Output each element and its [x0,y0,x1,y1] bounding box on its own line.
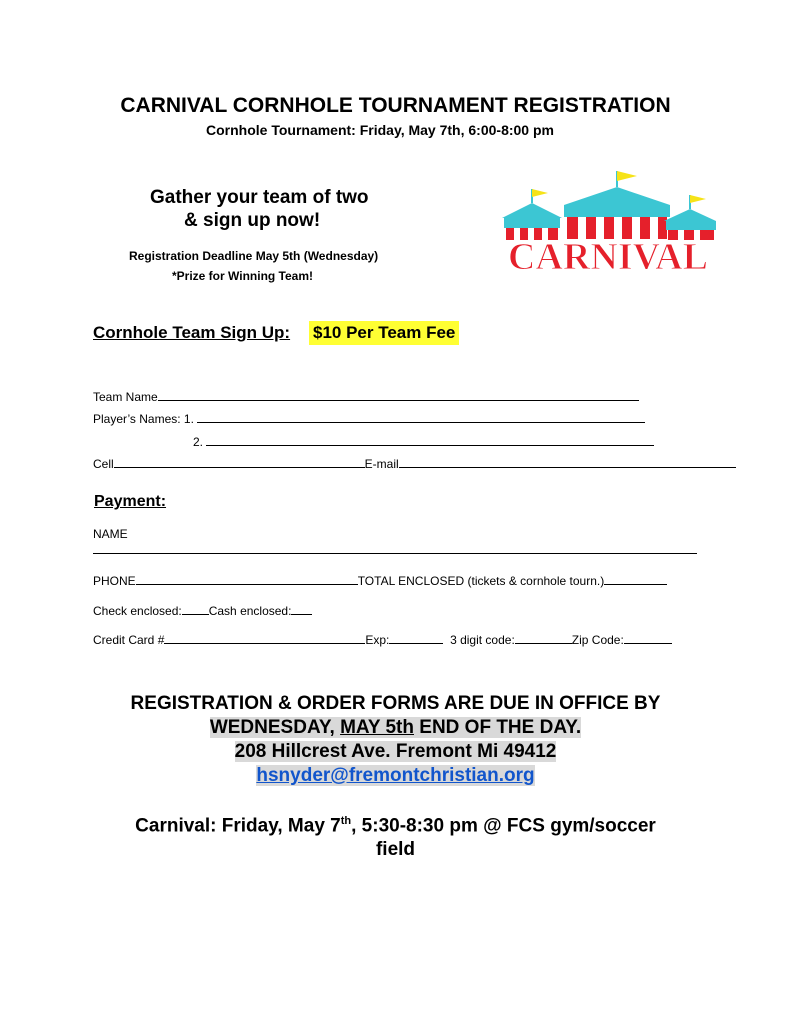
code-label: 3 digit code: [450,633,515,647]
team-name-field[interactable] [158,388,639,401]
carnival-info-line2: field [375,839,416,860]
cell-field[interactable] [114,455,365,468]
phone-field[interactable] [136,572,358,585]
player1-field[interactable] [197,410,645,423]
zip-label: Zip Code: [571,633,624,647]
credit-card-row [93,631,672,647]
check-label: Check enclosed: [93,604,182,618]
payer-name-label: NAME [93,527,128,541]
credit-card-field[interactable] [164,631,365,644]
credit-card-label: Credit Card # [93,633,165,647]
exp-label: Exp: [365,633,390,647]
carnival-logo [492,163,724,278]
check-field[interactable] [182,602,209,615]
total-label: TOTAL ENCLOSED (tickets & cornhole tourn.) [357,574,605,588]
phone-label: PHONE [93,574,136,588]
total-field[interactable] [604,572,667,585]
code-field[interactable] [515,631,572,644]
payment-heading: Payment: [94,493,167,510]
team-name-row [93,388,639,404]
phone-total-row [93,572,667,588]
due-line2 [0,717,791,739]
gather-team-line2: & sign up now! [184,210,321,231]
cell-label: Cell [93,457,114,471]
logo-text: CARNIVAL [508,236,708,278]
registration-deadline: Registration Deadline May 5th (Wednesday) [129,249,379,263]
check-cash-row [93,602,312,618]
email-field[interactable] [399,455,736,468]
player2-row [193,433,654,449]
team-signup-heading: Cornhole Team Sign Up: [93,323,291,342]
email-label: E-mail [364,457,399,471]
prize-note: *Prize for Winning Team! [172,269,314,283]
cash-label: Cash enclosed: [208,604,292,618]
page-title: CARNIVAL CORNHOLE TOURNAMENT REGISTRATION [120,94,671,117]
tournament-date: Cornhole Tournament: Friday, May 7th, 6:00-8:00 pm [206,122,554,138]
cash-field[interactable] [291,602,312,615]
team-fee-badge: $10 Per Team Fee [309,321,459,345]
carnival-info-line1: Carnival: Friday, May 7th, 5:30-8:30 pm @ FCS gym/soccer [135,815,656,837]
due-date: MAY 5th [340,717,414,738]
contact-email-link[interactable]: hsnyder@fremontchristian.org [256,765,535,786]
contact-row [93,455,736,471]
contact-email-row [0,765,791,787]
player1-row [93,410,645,426]
players-label: Player’s Names: 1. [93,412,194,426]
due-line1: REGISTRATION & ORDER FORMS ARE DUE IN OFFICE BY [130,693,661,714]
due-weekday: WEDNESDAY, MAY 5th END OF THE DAY. [209,717,582,738]
gather-team-line1: Gather your team of two [150,187,369,208]
team-name-label: Team Name [93,390,158,404]
exp-field[interactable] [389,631,443,644]
office-address: 208 Hillcrest Ave. Fremont Mi 49412 [234,741,557,762]
payer-name-field[interactable] [93,553,697,554]
player2-field[interactable] [206,433,654,446]
zip-field[interactable] [624,631,672,644]
player2-label: 2. [193,435,204,449]
